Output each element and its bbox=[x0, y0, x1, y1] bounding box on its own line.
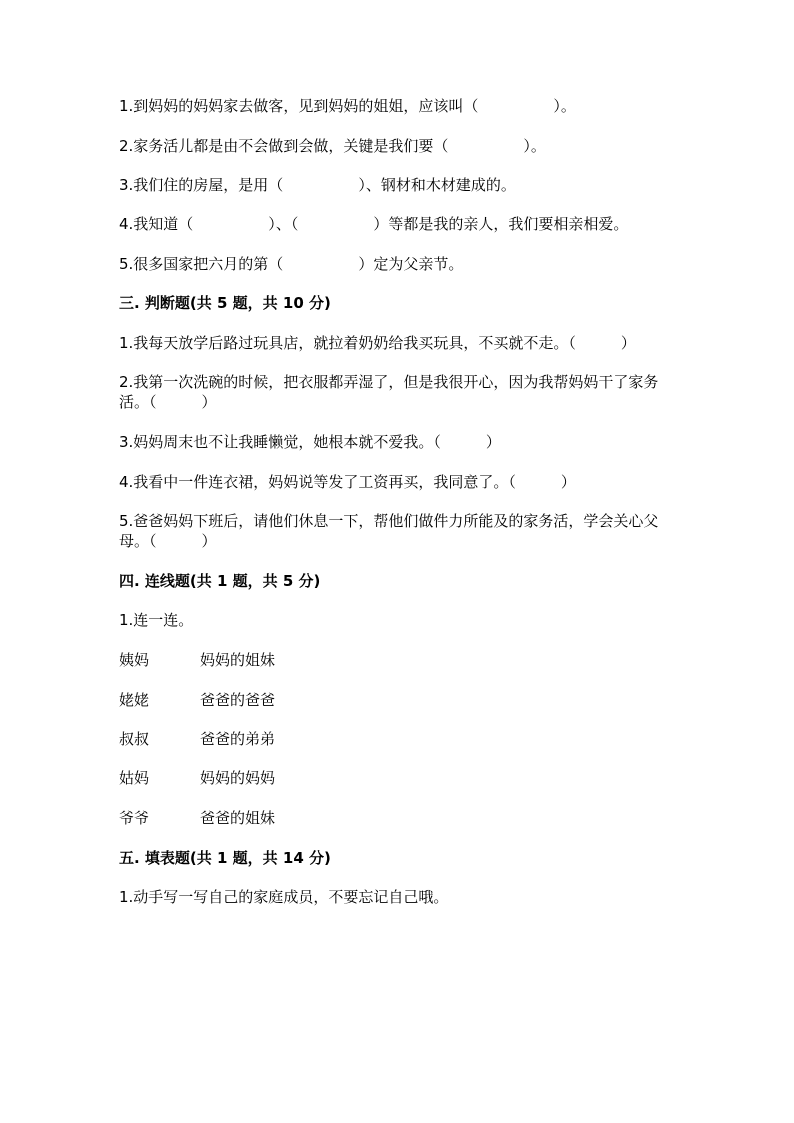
judge-section-title: 三. 判断题(共 5 题，共 10 分) bbox=[119, 294, 331, 312]
match-prompt: 1.连一连。 bbox=[119, 611, 194, 629]
fill-blank-question-1: 1.到妈妈的妈妈家去做客，见到妈妈的姐姐，应该叫（ ）。 bbox=[119, 97, 576, 115]
match-left-item[interactable]: 爷爷 bbox=[119, 809, 150, 827]
judge-question-4: 4.我看中一件连衣裙，妈妈说等发了工资再买，我同意了。（ ） bbox=[119, 473, 576, 491]
table-section-title: 五. 填表题(共 1 题，共 14 分) bbox=[119, 849, 331, 867]
match-right-item[interactable]: 妈妈的妈妈 bbox=[200, 769, 276, 787]
judge-question-5: 5.爸爸妈妈下班后，请他们休息一下，帮他们做件力所能及的家务活，学会关心父母。（ ） bbox=[119, 512, 659, 550]
table-prompt: 1.动手写一写自己的家庭成员，不要忘记自己哦。 bbox=[119, 888, 449, 906]
fill-blank-question-5: 5.很多国家把六月的第（ ）定为父亲节。 bbox=[119, 255, 464, 273]
match-left-item[interactable]: 姑妈 bbox=[119, 769, 150, 787]
fill-blank-question-3: 3.我们住的房屋，是用（ ）、钢材和木材建成的。 bbox=[119, 176, 516, 194]
match-right-item[interactable]: 妈妈的姐妹 bbox=[200, 651, 276, 669]
match-section-title: 四. 连线题(共 1 题，共 5 分) bbox=[119, 572, 321, 590]
match-right-item[interactable]: 爸爸的爸爸 bbox=[200, 691, 276, 709]
judge-question-3: 3.妈妈周末也不让我睡懒觉，她根本就不爱我。（ ） bbox=[119, 433, 501, 451]
judge-question-2: 2.我第一次洗碗的时候，把衣服都弄湿了，但是我很开心，因为我帮妈妈干了家务活。（ ） bbox=[119, 373, 659, 411]
match-right-item[interactable]: 爸爸的弟弟 bbox=[200, 730, 276, 748]
match-right-item[interactable]: 爸爸的姐妹 bbox=[200, 809, 276, 827]
fill-blank-question-4: 4.我知道（ ）、（ ）等都是我的亲人，我们要相亲相爱。 bbox=[119, 215, 629, 233]
match-left-item[interactable]: 姥姥 bbox=[119, 691, 150, 709]
match-left-item[interactable]: 姨妈 bbox=[119, 651, 150, 669]
match-left-item[interactable]: 叔叔 bbox=[119, 730, 150, 748]
judge-question-1: 1.我每天放学后路过玩具店，就拉着奶奶给我买玩具，不买就不走。（ ） bbox=[119, 334, 636, 352]
fill-blank-question-2: 2.家务活儿都是由不会做到会做，关键是我们要（ ）。 bbox=[119, 137, 546, 155]
